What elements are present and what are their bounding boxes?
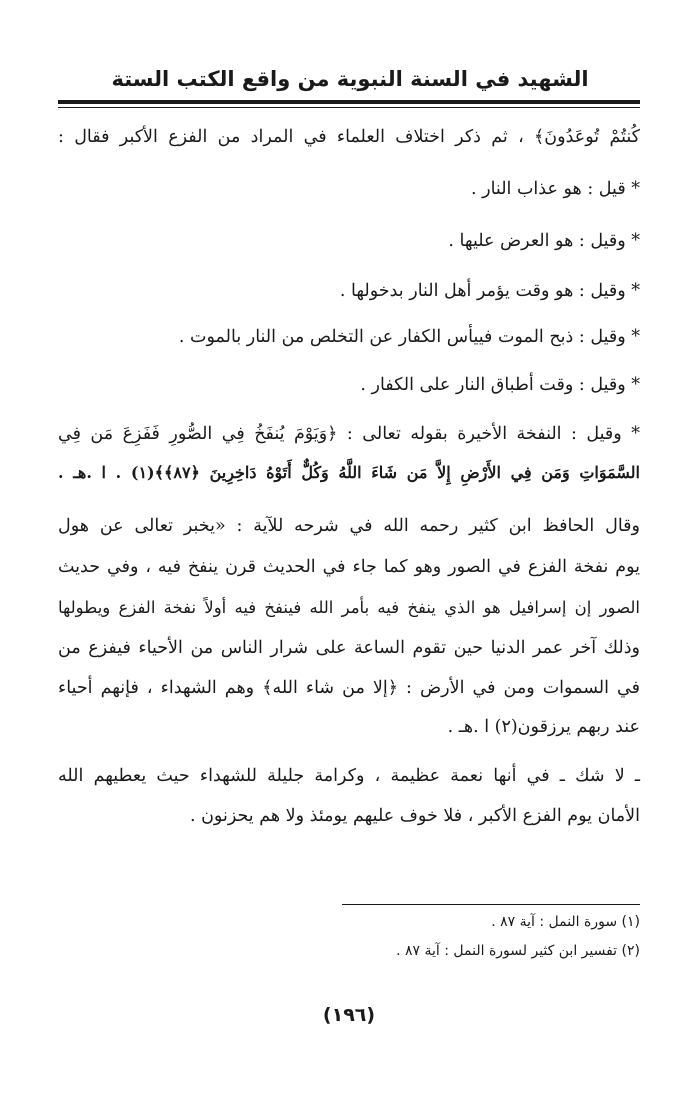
- page-number: (١٩٦): [322, 1004, 376, 1026]
- footnote: (٢) تفسير ابن كثير لسورة النمل : آية ٨٧ .: [396, 943, 640, 959]
- text-line: وذلك آخر عمر الدنيا حين تقوم الساعة على شرار الناس من الأحياء فيفزع من: [58, 638, 640, 658]
- list-item: * وقيل : النفخة الأخيرة بقوله تعالى : ﴿وَيَوْمَ يُنفَخُ فِي الصُّورِ فَفَزِعَ مَن فِي: [58, 424, 640, 444]
- list-item: * وقيل : ذبح الموت فييأس الكفار عن التخلص من النار بالموت .: [178, 327, 640, 347]
- text-line: يوم نفخة الفزع في الصور وهو كما جاء في الحديث قرن ينفخ فيه ، وفي حديث: [58, 557, 640, 577]
- footnote: (١) سورة النمل : آية ٨٧ .: [491, 914, 640, 930]
- list-item: * قيل : هو عذاب النار .: [471, 179, 640, 199]
- footnote-rule: [342, 904, 640, 905]
- quran-verse-line: السَّمَوَاتِ وَمَن فِي الأَرْضِ إِلاَّ مَن شَاءَ اللَّهُ وَكُلٌّ أَتَوْهُ دَاخِرِينَ ﴿٨٧﴾﴾(١) . ا .هـ .: [58, 463, 640, 482]
- text-line: ـ لا شك ـ في أنها نعمة عظيمة ، وكرامة جليلة للشهداء حيث يعطيهم الله: [58, 766, 640, 786]
- text-line: الأمان يوم الفزع الأكبر ، فلا خوف عليهم يومئذ ولا هم يحزنون .: [189, 806, 640, 826]
- text-line: في السموات ومن في الأرض : ﴿إلا من شاء الله﴾ وهم الشهداء ، فإنهم أحياء: [58, 678, 640, 698]
- text-line: وقال الحافظ ابن كثير رحمه الله في شرحه للآية : «يخبر تعالى عن هول: [58, 516, 640, 536]
- list-item: * وقيل : هو العرض عليها .: [448, 231, 640, 251]
- list-item: * وقيل : وقت أطباق النار على الكفار .: [360, 375, 640, 395]
- text-line: كُنتُمْ تُوعَدُونَ﴾ ، ثم ذكر اختلاف العلماء في المراد من الفزع الأكبر فقال :: [58, 127, 640, 147]
- running-header-title: الشهيد في السنة النبوية من واقع الكتب الستة: [111, 67, 589, 91]
- text-line: الصور إن إسرافيل هو الذي ينفخ فيه بأمر الله فينفخ فيه أولاً نفخة الفزع ويطولها: [58, 598, 640, 617]
- text-line: عند ربهم يرزقون(٢) ا .هـ .: [447, 717, 640, 737]
- list-item: * وقيل : هو وقت يؤمر أهل النار بدخولها .: [339, 281, 640, 301]
